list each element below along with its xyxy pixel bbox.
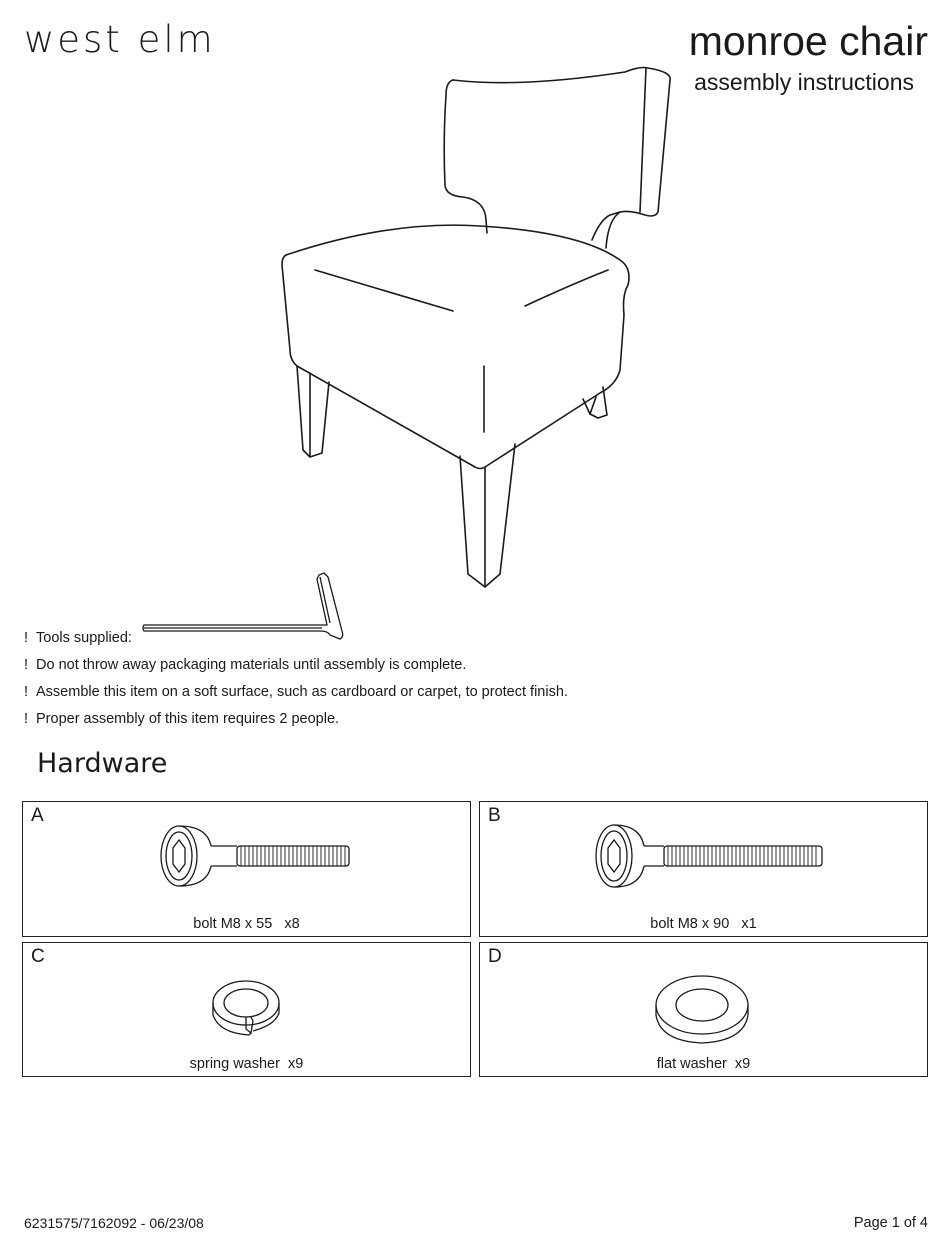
note-text: Assemble this item on a soft surface, such as cardboard or carpet, to protect finish.	[36, 683, 568, 700]
page-number: Page 1 of 4	[853, 1215, 928, 1231]
spring-washer-icon	[209, 977, 289, 1041]
warning-bullet-icon: !	[24, 683, 29, 700]
hardware-part-b	[479, 801, 928, 937]
warning-bullet-icon: !	[24, 656, 29, 673]
hardware-part-a	[22, 801, 471, 937]
part-caption: spring washer x9	[189, 1056, 304, 1072]
short-bolt-icon	[159, 824, 354, 889]
note-surface	[24, 678, 568, 705]
part-letter: A	[31, 805, 44, 826]
warning-bullet-icon: !	[24, 710, 29, 727]
note-packaging	[24, 651, 568, 678]
part-caption: bolt M8 x 90 x1	[650, 916, 757, 932]
document-id: 6231575/7162092 - 06/23/08	[24, 1215, 204, 1231]
part-caption: bolt M8 x 55 x8	[193, 916, 300, 932]
hardware-part-c	[22, 942, 471, 1077]
note-text: Proper assembly of this item requires 2 people.	[36, 710, 340, 727]
long-bolt-icon	[594, 822, 826, 890]
part-letter: C	[31, 946, 45, 967]
part-letter: B	[488, 805, 501, 826]
safety-notes	[24, 624, 568, 732]
allen-key-icon	[142, 571, 347, 646]
flat-washer-icon	[652, 973, 752, 1045]
hardware-part-d	[479, 942, 928, 1077]
part-letter: D	[488, 946, 502, 967]
chair-icon	[270, 60, 690, 600]
note-text: Tools supplied:	[36, 629, 132, 646]
note-tools	[24, 624, 568, 651]
brand-logo: west elm	[24, 18, 216, 61]
note-people	[24, 705, 568, 732]
warning-bullet-icon: !	[24, 629, 29, 646]
part-caption: flat washer x9	[656, 1056, 751, 1072]
page-title: monroe chair	[688, 18, 928, 64]
hardware-heading: Hardware	[37, 748, 168, 779]
page-subtitle: assembly instructions	[694, 69, 914, 95]
note-text: Do not throw away packaging materials until assembly is complete.	[36, 656, 467, 673]
